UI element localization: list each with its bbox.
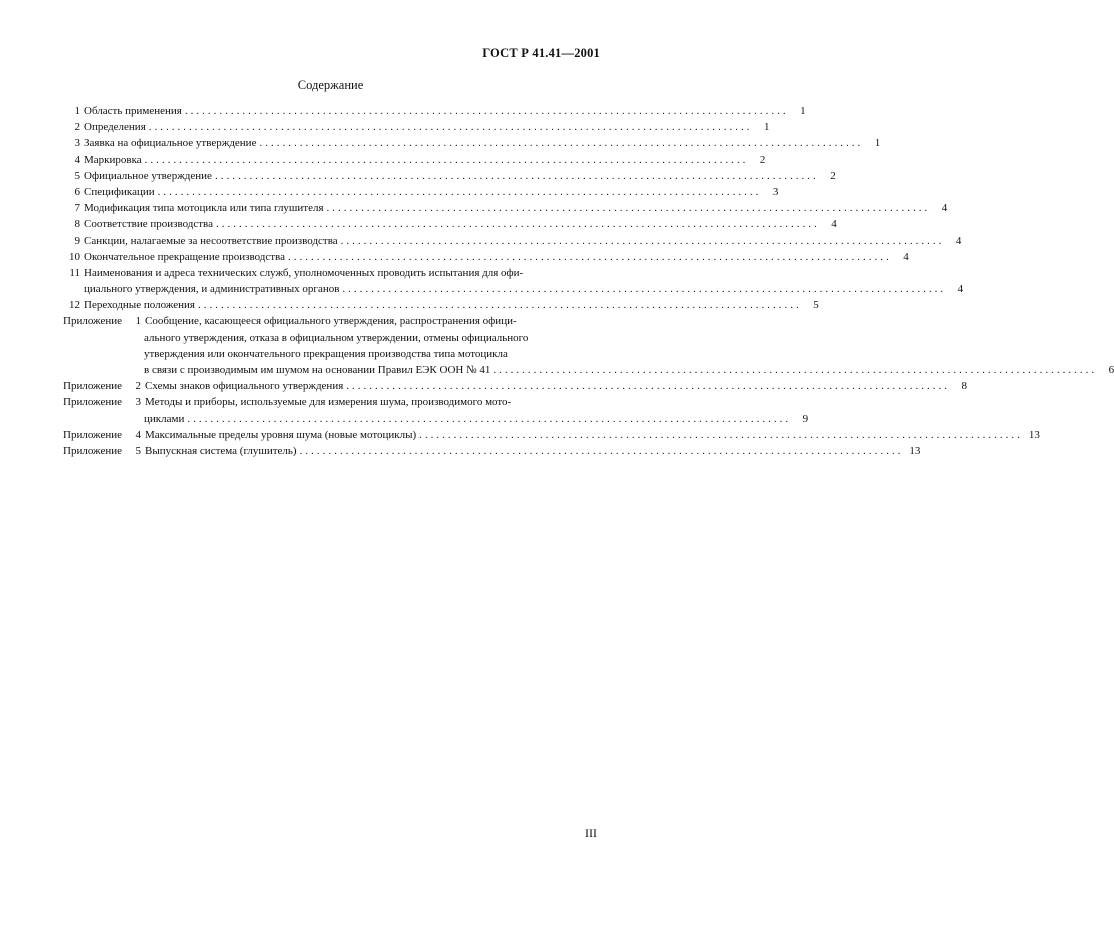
appendix-prefix: Приложение (63, 315, 123, 328)
entry-page: 2 (830, 169, 836, 182)
leader-dots: ......................................................................................................... (340, 234, 945, 247)
toc-entry-continuation[interactable] (63, 346, 600, 362)
entry-title: Официальное утверждение (84, 169, 212, 182)
entry-number: 4 (74, 153, 80, 166)
entry-page: 4 (957, 283, 964, 296)
leader-dots: ......................................................................................................... (216, 218, 820, 231)
entry-title: Маркировка (84, 153, 142, 166)
appendix-title-line2: циклами (144, 412, 185, 425)
toc-entry[interactable] (63, 233, 962, 249)
appendix-title-line4: в связи с производимым им шумом на основании Правил ЕЭК ООН № 41 (144, 364, 491, 376)
toc-entry[interactable] (63, 297, 819, 313)
entry-number: 12 (69, 299, 80, 312)
toc-entry[interactable] (63, 135, 881, 151)
appendix-title-line3: утверждения или окончательного прекращения производства типа мотоцикла (144, 347, 508, 360)
appendix-prefix: Приложение (63, 380, 123, 393)
entry-title: Окончательное прекращение производства (84, 250, 285, 263)
leader-dots: ......................................................................................................... (157, 185, 762, 198)
entry-page: 1 (874, 137, 881, 150)
leader-dots: ......................................................................................................... (493, 364, 1098, 376)
appendix-title: Выпускная система (глушитель) (145, 444, 297, 457)
appendix-number: 2 (135, 380, 141, 393)
appendix-title-line1: Сообщение, касающееся официального утверждения, распространения офици- (145, 315, 517, 328)
toc-appendix-entry[interactable] (63, 378, 968, 394)
appendix-number: 1 (135, 315, 141, 328)
leader-dots: ......................................................................................................... (144, 153, 749, 166)
toc-entry[interactable] (63, 184, 779, 200)
appendix-number: 5 (135, 444, 141, 457)
leader-dots: ......................................................................................................... (419, 428, 1023, 441)
entry-title: Спецификации (84, 185, 155, 198)
toc-entry[interactable] (63, 168, 836, 184)
entry-page: 5 (813, 299, 819, 312)
leader-dots: ......................................................................................................... (326, 202, 931, 215)
entry-number: 7 (74, 202, 80, 215)
entry-title: Переходные положения (84, 299, 195, 312)
entry-page: 4 (941, 202, 948, 215)
toc-entry[interactable] (63, 119, 770, 135)
toc-entry-continuation[interactable] (63, 362, 1114, 378)
leader-dots: ......................................................................................................... (148, 121, 753, 134)
toc-appendix-entry[interactable] (63, 427, 1040, 443)
entry-title-line2: циального утверждения, и административных органов (84, 283, 340, 296)
entry-page: 3 (772, 185, 779, 198)
entry-title-line1: Наименования и адреса технических служб, уполномоченных проводить испытания для офи- (84, 266, 524, 279)
entry-number: 8 (74, 218, 80, 231)
entry-number: 5 (74, 169, 80, 182)
appendix-title-line2: ального утверждения, отказа в официальном утверждении, отмены официального (144, 331, 529, 344)
leader-dots: ......................................................................................................... (197, 299, 802, 312)
toc-entry[interactable] (63, 216, 837, 232)
appendix-prefix: Приложение (63, 396, 123, 409)
entry-number: 9 (74, 234, 80, 247)
entry-number: 6 (74, 185, 80, 198)
entry-number: 1 (74, 105, 80, 117)
toc-appendix-entry[interactable] (63, 394, 600, 410)
entry-number: 2 (74, 121, 80, 134)
toc-entry[interactable] (63, 103, 806, 119)
toc-entry[interactable] (63, 265, 600, 281)
entry-title: Определения (84, 121, 146, 134)
entry-page: 2 (759, 153, 766, 166)
entry-title: Модификация типа мотоцикла или типа глушителя (84, 202, 324, 215)
toc-appendix-entry[interactable] (63, 443, 921, 459)
toc-entry[interactable] (63, 152, 766, 168)
entry-page: 13 (909, 444, 921, 457)
appendix-number: 4 (135, 428, 141, 441)
leader-dots: ......................................................................................................... (184, 105, 789, 117)
appendix-title: Максимальные пределы уровня шума (новые мотоциклы) (145, 428, 417, 441)
entry-title: Заявка на официальное утверждение (84, 137, 257, 150)
appendix-prefix: Приложение (63, 428, 123, 441)
toc-entry[interactable] (63, 249, 909, 265)
leader-dots: ......................................................................................................... (187, 412, 792, 425)
entry-title: Санкции, налагаемые за несоответствие производства (84, 234, 338, 247)
page-number: III (585, 826, 597, 840)
table-of-contents (63, 103, 1114, 459)
leader-dots: ......................................................................................................... (214, 169, 819, 182)
entry-title: Соответствие производства (84, 218, 213, 231)
entry-page: 6 (1108, 364, 1114, 376)
entry-page: 1 (800, 105, 806, 117)
leader-dots: ......................................................................................................... (299, 444, 904, 457)
entry-page: 4 (903, 250, 909, 263)
toc-entry-continuation[interactable] (63, 411, 809, 427)
appendix-title-line1: Методы и приборы, используемые для измерения шума, производимого мото- (145, 396, 512, 409)
appendix-prefix: Приложение (63, 444, 123, 457)
toc-entry-continuation[interactable] (63, 330, 600, 346)
toc-entry[interactable] (63, 200, 948, 216)
entry-number: 10 (69, 250, 80, 263)
leader-dots: ......................................................................................................... (342, 283, 947, 296)
entry-page: 8 (961, 380, 968, 393)
entry-number: 11 (69, 266, 80, 279)
toc-entry-continuation[interactable] (63, 281, 964, 297)
appendix-title: Схемы знаков официального утверждения (145, 380, 344, 393)
entry-title: Область применения (84, 105, 182, 117)
leader-dots: ......................................................................................................... (346, 380, 951, 393)
entry-number: 3 (74, 137, 80, 150)
document-code: ГОСТ Р 41.41—2001 (482, 46, 600, 60)
entry-page: 13 (1028, 428, 1040, 441)
entry-page: 1 (764, 121, 770, 134)
appendix-number: 3 (135, 396, 141, 409)
entry-page: 4 (831, 218, 837, 231)
toc-title: Содержание (297, 78, 364, 92)
leader-dots: ......................................................................................................... (259, 137, 864, 150)
toc-appendix-entry[interactable] (63, 313, 600, 329)
leader-dots: ......................................................................................................... (288, 250, 892, 263)
entry-page: 9 (802, 412, 809, 425)
entry-page: 4 (955, 234, 962, 247)
